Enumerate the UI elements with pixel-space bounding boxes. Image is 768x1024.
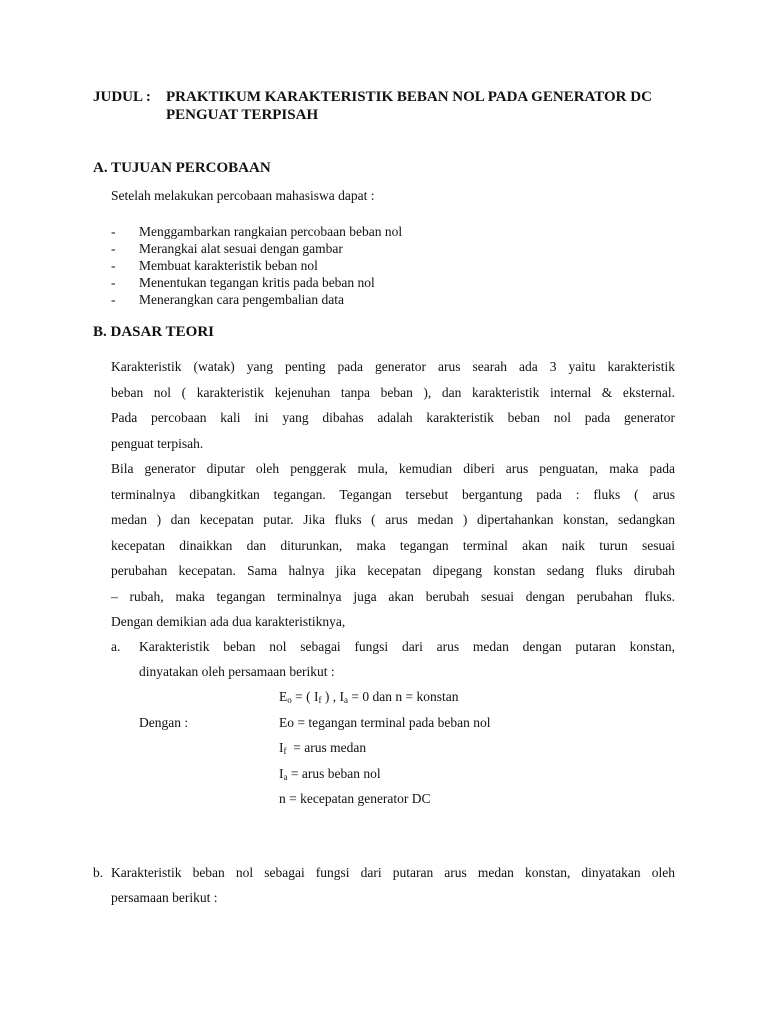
list-item: Membuat karakteristik beban nol	[139, 258, 318, 273]
paragraph-line: terminalnya dibangkitkan tegangan. Tegangan tersebut bergantung pada : fluks ( arus	[111, 487, 675, 502]
item-a-line: Karakteristik beban nol sebagai fungsi dari arus medan dengan putaran konstan,	[139, 639, 675, 654]
item-b-line: persamaan berikut :	[111, 890, 218, 905]
equation-a	[279, 689, 458, 705]
eq-e: E	[279, 689, 288, 704]
title-label: JUDUL :	[93, 89, 151, 105]
bullet-marker: -	[111, 275, 116, 290]
list-item: Menerangkan cara pengembalian data	[139, 292, 345, 307]
item-a-marker: a.	[111, 639, 121, 654]
bullet-marker: -	[111, 224, 116, 239]
section-b-heading: B. DASAR TEORI	[93, 324, 215, 340]
list-item: Menentukan tegangan kritis pada beban nol	[139, 275, 375, 290]
eq-f-sub: f	[318, 695, 322, 705]
paragraph-line: penguat terpisah.	[111, 436, 204, 451]
paragraph-line: – rubah, maka tegangan terminalnya juga akan berubah sesuai dengan perubahan fluks.	[111, 589, 675, 604]
paragraph-line: beban nol ( karakteristik kejenuhan tanpa beban ), dan karakteristik internal & eksternal.	[111, 385, 675, 400]
bullet-marker: -	[111, 258, 116, 273]
def-eo: Eo = tegangan terminal pada beban nol	[279, 715, 491, 730]
bullet-marker: -	[111, 241, 116, 256]
list-item: Menggambarkan rangkaian percobaan beban nol	[139, 224, 403, 239]
def-if	[279, 740, 366, 756]
section-a-heading: A. TUJUAN PERCOBAAN	[93, 160, 271, 176]
def-ia-text: = arus beban nol	[287, 766, 381, 781]
def-ia-sub: a	[283, 772, 288, 782]
def-ia-symbol: I	[279, 766, 284, 781]
paragraph-line: Karakteristik (watak) yang penting pada generator arus searah ada 3 yaitu karakteristik	[111, 359, 675, 374]
eq-a-sub: a	[343, 695, 348, 705]
eq-tail: = 0 dan n = konstan	[347, 689, 459, 704]
def-ia	[279, 766, 381, 782]
item-a-line: dinyatakan oleh persamaan berikut :	[139, 664, 335, 679]
eq-mid1: = ( I	[291, 689, 319, 704]
list-item: Merangkai alat sesuai dengan gambar	[139, 241, 343, 256]
section-a-intro: Setelah melakukan percobaan mahasiswa dapat :	[111, 188, 375, 203]
paragraph-line: Bila generator diputar oleh penggerak mula, kemudian diberi arus penguatan, maka pada	[111, 461, 675, 476]
title-line-1: PRAKTIKUM KARAKTERISTIK BEBAN NOL PADA GENERATOR DC	[166, 89, 652, 105]
item-b-marker: b.	[93, 865, 104, 880]
def-if-text: = arus medan	[286, 740, 367, 755]
title-line-2: PENGUAT TERPISAH	[166, 107, 319, 123]
def-n: n = kecepatan generator DC	[279, 791, 431, 806]
paragraph-line: Dengan demikian ada dua karakteristiknya,	[111, 614, 346, 629]
bullet-marker: -	[111, 292, 116, 307]
def-if-symbol: I	[279, 740, 284, 755]
dengan-label: Dengan :	[139, 715, 189, 730]
item-b-line: Karakteristik beban nol sebagai fungsi dari putaran arus medan konstan, dinyatakan oleh	[111, 865, 675, 880]
def-if-sub: f	[283, 746, 287, 756]
paragraph-line: kecepatan dinaikkan dan diturunkan, maka tegangan terminal akan naik turun sesuai	[111, 538, 675, 553]
eq-mid2: ) , I	[321, 689, 344, 704]
eq-e-sub: o	[287, 695, 292, 705]
paragraph-line: medan ) dan kecepatan putar. Jika fluks ( arus medan ) dipertahankan konstan, sedangkan	[111, 512, 675, 527]
paragraph-line: perubahan kecepatan. Sama halnya jika kecepatan dipegang konstan sedang fluks dirubah	[111, 563, 675, 578]
paragraph-line: Pada percobaan kali ini yang dibahas adalah karakteristik beban nol pada generator	[111, 410, 675, 425]
